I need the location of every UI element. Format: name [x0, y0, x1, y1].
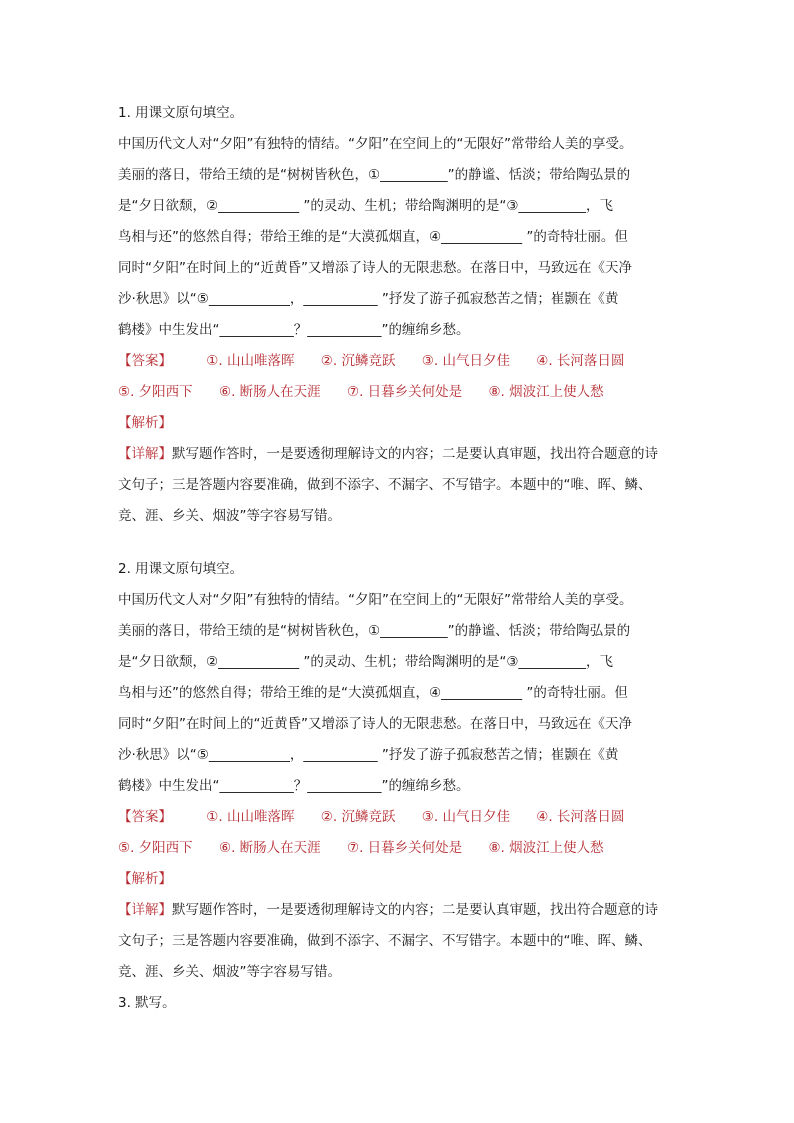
answer-item: ④. 长河落日圆: [536, 809, 625, 825]
detail-line: 文句子；三是答题内容要准确，做到不添字、不漏字、不写错字。本题中的“唯、晖、鳞、: [118, 933, 652, 949]
analysis-label: 【解析】: [118, 871, 172, 887]
question-text-line: 中国历代文人对“夕阳”有独特的情结。“夕阳”在空间上的“无限好”常带给人美的享受。: [118, 592, 633, 608]
answer-item: ②. 沉鳞竞跃: [320, 353, 396, 369]
question-text-line: 同时“夕阳”在时间上的“近黄昏”又增添了诗人的无限悲愁。在落日中，马致远在《天净: [118, 716, 632, 732]
detail-label: 【详解】: [118, 446, 172, 462]
detail-line: 竞、涯、乡关、烟波”等字容易写错。: [118, 964, 341, 980]
answer-row: [118, 377, 683, 408]
answer-item: ⑥. 断肠人在天涯: [218, 384, 321, 400]
question-text-line: 中国历代文人对“夕阳”有独特的情结。“夕阳”在空间上的“无限好”常带给人美的享受。: [118, 136, 633, 152]
detail-label: 【详解】: [118, 902, 172, 918]
question-text-line: 鹤楼》中生发出“___________？___________”的缠绵乡愁。: [118, 322, 470, 338]
analysis-label: 【解析】: [118, 415, 172, 431]
answer-item: ⑦. 日暮乡关何处是: [346, 384, 463, 400]
question-text-line: 鹤楼》中生发出“___________？___________”的缠绵乡愁。: [118, 778, 470, 794]
question-text-line: 鸟相与还”的悠然自得；带给王维的是“大漠孤烟直，④____________ ”的奇特壮丽。但: [118, 229, 628, 245]
answer-item: ⑤. 夕阳西下: [118, 840, 193, 856]
detail-text: 默写题作答时，一是要透彻理解诗文的内容；二是要认真审题，找出符合题意的诗: [172, 902, 658, 918]
question-1: [118, 98, 683, 532]
question-2: [118, 554, 683, 988]
question-text-line: 美丽的落日，带给王绩的是“树树皆秋色，①__________”的静谧、恬淡；带给陶弘景的: [118, 167, 631, 183]
answer-item: ⑧. 烟波江上使人愁: [488, 384, 604, 400]
answer-row: [118, 802, 683, 833]
question-text-line: 鸟相与还”的悠然自得；带给王维的是“大漠孤烟直，④____________ ”的奇特壮丽。但: [118, 685, 628, 701]
answer-item: ④. 长河落日圆: [536, 353, 625, 369]
question-text-line: 美丽的落日，带给王绩的是“树树皆秋色，①__________”的静谧、恬淡；带给陶弘景的: [118, 623, 631, 639]
detail-line: 竞、涯、乡关、烟波”等字容易写错。: [118, 508, 341, 524]
answer-item: ①. 山山唯落晖: [206, 353, 295, 369]
question-title: 1. 用课文原句填空。: [118, 105, 244, 121]
answer-row: [118, 346, 683, 377]
answer-item: ⑥. 断肠人在天涯: [218, 840, 321, 856]
answer-item: ①. 山山唯落晖: [206, 809, 295, 825]
answer-label: 【答案】: [118, 353, 172, 369]
detail-line: [118, 895, 683, 926]
answer-item: ⑦. 日暮乡关何处是: [346, 840, 463, 856]
answer-item: ②. 沉鳞竞跃: [320, 809, 396, 825]
question-text-line: 同时“夕阳”在时间上的“近黄昏”又增添了诗人的无限悲愁。在落日中，马致远在《天净: [118, 260, 632, 276]
detail-line: 文句子；三是答题内容要准确，做到不添字、不漏字、不写错字。本题中的“唯、晖、鳞、: [118, 477, 652, 493]
question-text-line: 沙·秋思》以“⑤____________，___________ ”抒发了游子孤寂愁苦之情；崔颢在《黄: [118, 291, 619, 307]
answer-item: ⑧. 烟波江上使人愁: [488, 840, 604, 856]
answer-row: [118, 833, 683, 864]
question-text-line: 是“夕日欲颓，②____________ ”的灵动、生机；带给陶渊明的是“③__________，飞: [118, 654, 613, 670]
question-text-line: 是“夕日欲颓，②____________ ”的灵动、生机；带给陶渊明的是“③__________，飞: [118, 198, 613, 214]
document-page: [118, 98, 683, 1019]
answer-item: ③. 山气日夕佳: [421, 809, 510, 825]
answer-item: ⑤. 夕阳西下: [118, 384, 193, 400]
question-text-line: 沙·秋思》以“⑤____________，___________ ”抒发了游子孤寂愁苦之情；崔颢在《黄: [118, 747, 619, 763]
question-title: 2. 用课文原句填空。: [118, 561, 244, 577]
detail-line: [118, 439, 683, 470]
question-3-title: 3. 默写。: [118, 995, 176, 1011]
detail-text: 默写题作答时，一是要透彻理解诗文的内容；二是要认真审题，找出符合题意的诗: [172, 446, 658, 462]
answer-label: 【答案】: [118, 809, 172, 825]
answer-item: ③. 山气日夕佳: [421, 353, 510, 369]
